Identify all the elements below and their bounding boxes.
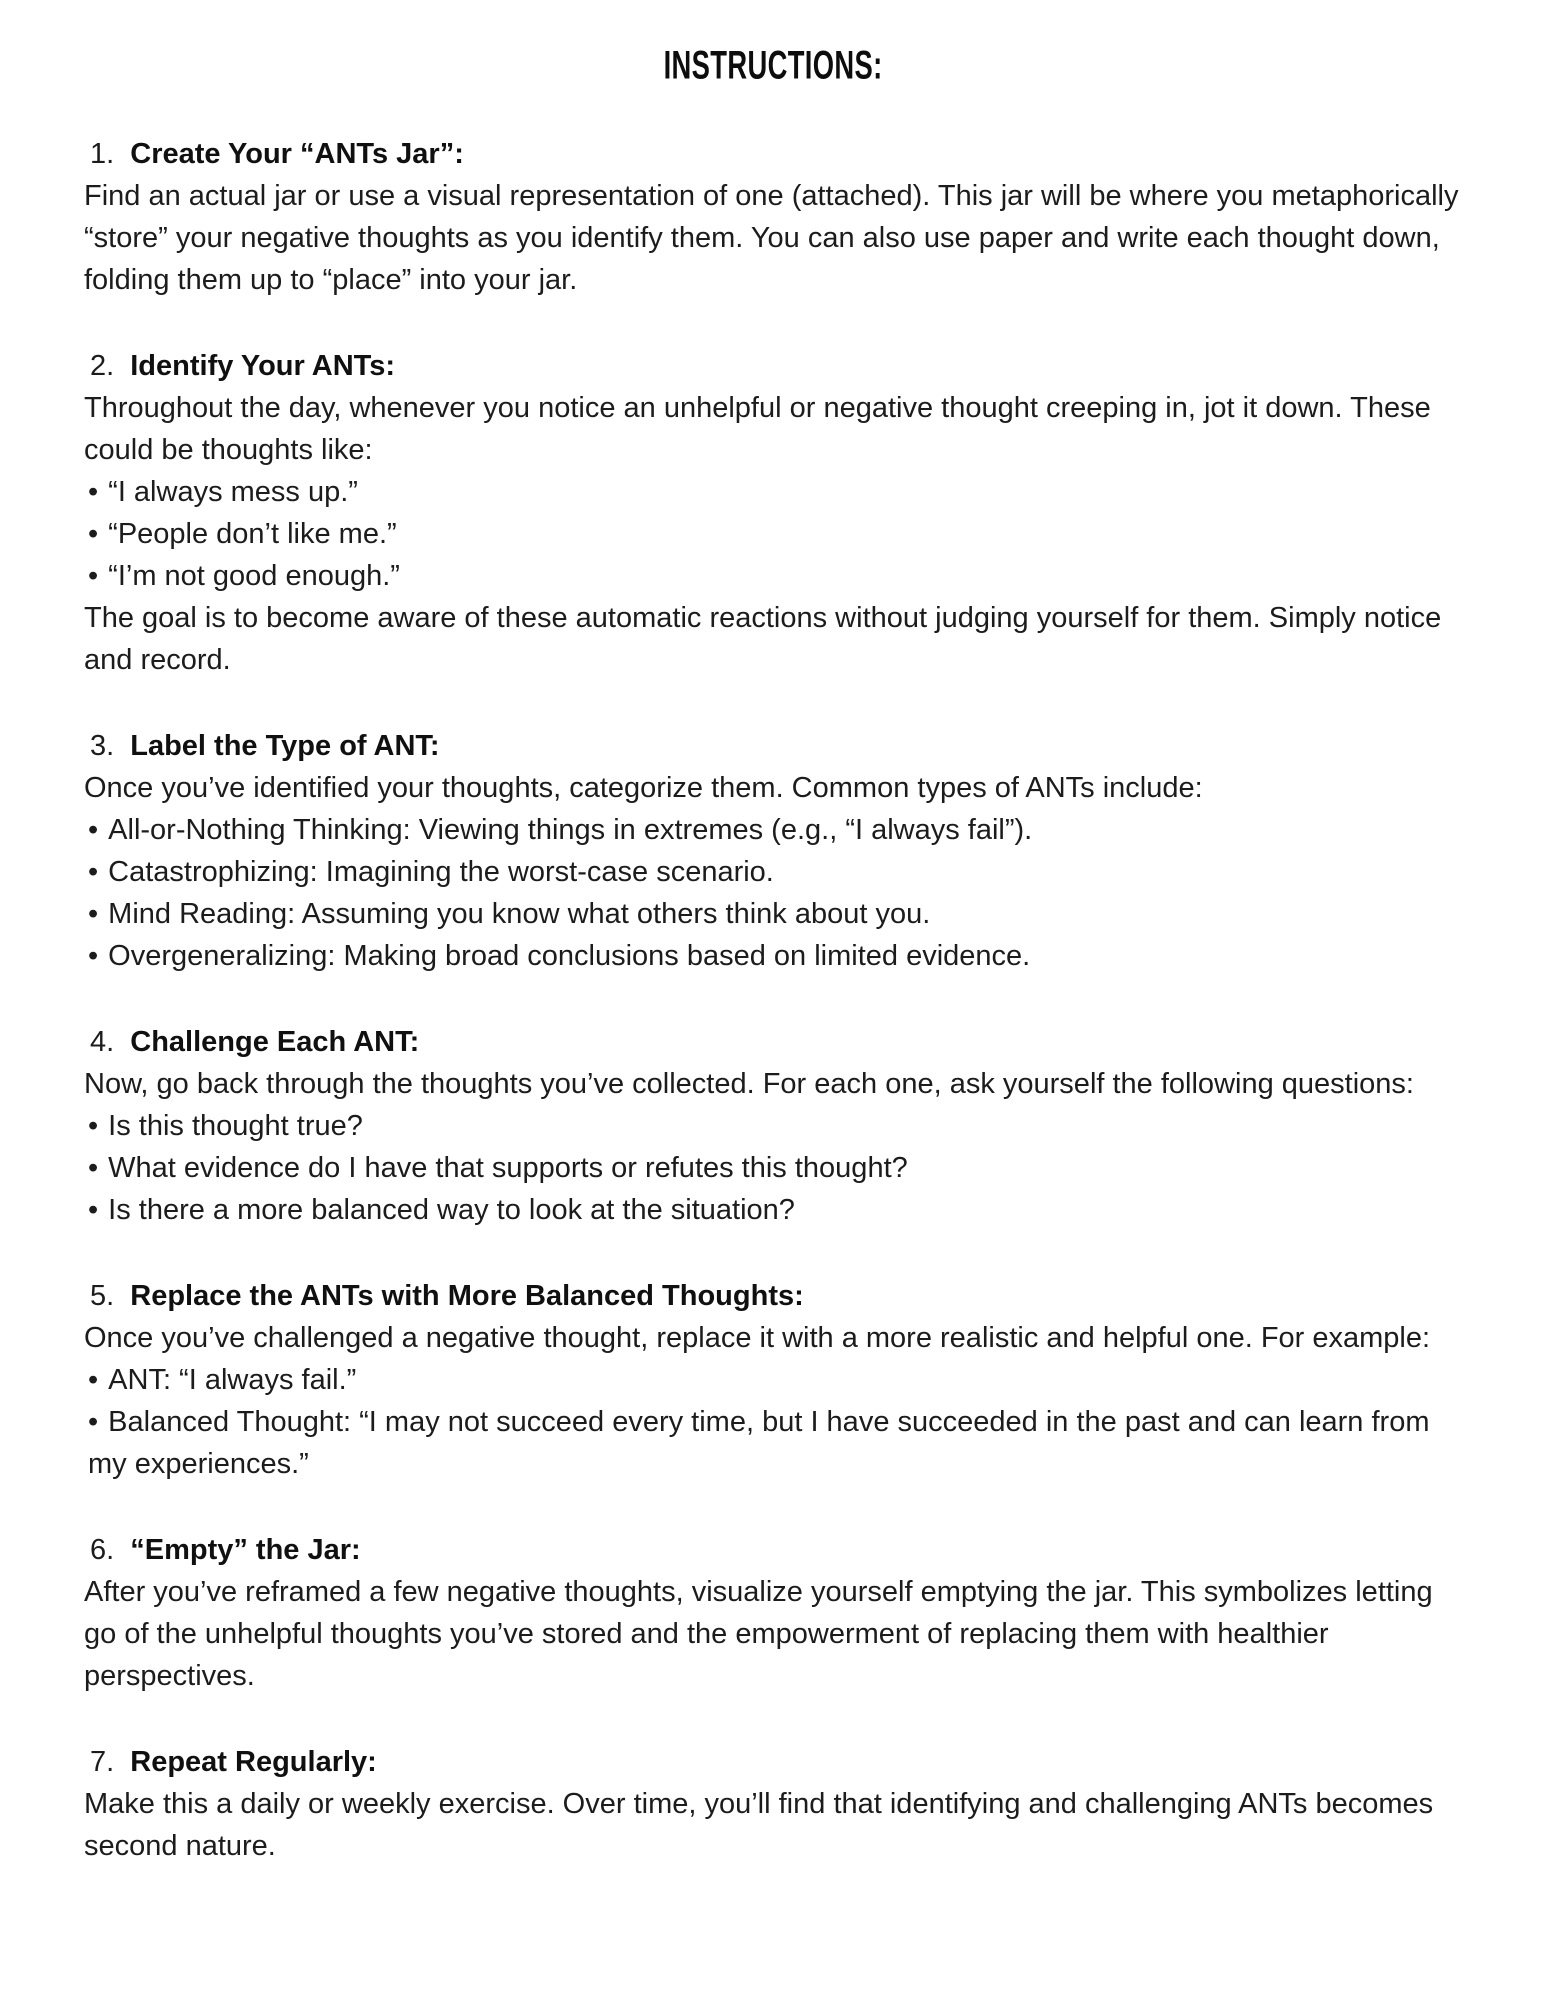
section-heading (84, 133, 1462, 175)
bullet-list (84, 1359, 1462, 1485)
list-item (88, 1147, 1462, 1189)
instruction-section (84, 725, 1462, 977)
section-heading-text: Replace the ANTs with More Balanced Thoughts: (130, 1280, 804, 1312)
section-heading (84, 1275, 1462, 1317)
document-title (84, 45, 1462, 87)
bullet-list (84, 809, 1462, 977)
bullet-icon: • (88, 560, 99, 592)
bullet-icon: • (88, 1406, 99, 1438)
list-item (88, 1105, 1462, 1147)
list-item (88, 935, 1462, 977)
list-item-text: Balanced Thought: “I may not succeed every time, but I have succeeded in the past and can learn from my experiences.” (88, 1406, 1430, 1480)
instruction-section (84, 1529, 1462, 1697)
section-paragraph: Make this a daily or weekly exercise. Over time, you’ll find that identifying and challenging ANTs becomes second nature. (84, 1788, 1434, 1862)
section-heading (84, 725, 1462, 767)
section-heading (84, 1021, 1462, 1063)
section-paragraph: Once you’ve identified your thoughts, categorize them. Common types of ANTs include: (84, 772, 1203, 804)
instruction-section (84, 1741, 1462, 1867)
bullet-icon: • (88, 898, 99, 930)
bullet-icon: • (88, 1194, 99, 1226)
section-paragraph: After you’ve reframed a few negative thoughts, visualize yourself emptying the jar. This symbolizes letting go of the unhelpful thoughts you’ve stored and the empowerment of replacing them with healthier perspectives. (84, 1576, 1433, 1692)
bullet-icon: • (88, 1364, 99, 1396)
list-item-text: “I always mess up.” (108, 476, 358, 508)
list-item-text: Catastrophizing: Imagining the worst-case scenario. (108, 856, 774, 888)
list-item (88, 513, 1462, 555)
list-item (88, 1359, 1462, 1401)
section-heading-text: Create Your “ANTs Jar”: (130, 138, 464, 170)
section-paragraph: The goal is to become aware of these automatic reactions without judging yourself for them. Simply notice and record. (84, 602, 1442, 676)
section-heading-text: “Empty” the Jar: (130, 1534, 361, 1566)
section-number: 3. (90, 730, 123, 762)
section-heading-text: Repeat Regularly: (130, 1746, 377, 1778)
section-heading (84, 1741, 1462, 1783)
instruction-section (84, 1275, 1462, 1485)
section-number: 1. (90, 138, 123, 170)
list-item-text: All-or-Nothing Thinking: Viewing things in extremes (e.g., “I always fail”). (108, 814, 1033, 846)
section-heading (84, 1529, 1462, 1571)
list-item (88, 1189, 1462, 1231)
section-heading-text: Challenge Each ANT: (130, 1026, 420, 1058)
list-item (88, 809, 1462, 851)
bullet-list (84, 1105, 1462, 1231)
document-title-text: INSTRUCTIONS: (663, 43, 883, 89)
bullet-icon: • (88, 856, 99, 888)
section-number: 2. (90, 350, 123, 382)
section-number: 4. (90, 1026, 123, 1058)
list-item-text: “People don’t like me.” (108, 518, 397, 550)
section-number: 7. (90, 1746, 123, 1778)
list-item (88, 471, 1462, 513)
section-paragraph: Now, go back through the thoughts you’ve collected. For each one, ask yourself the following questions: (84, 1068, 1414, 1100)
bullet-icon: • (88, 518, 99, 550)
list-item-text: Is there a more balanced way to look at the situation? (108, 1194, 795, 1226)
list-item-text: ANT: “I always fail.” (108, 1364, 357, 1396)
sections-container (84, 133, 1462, 1867)
list-item-text: Is this thought true? (108, 1110, 363, 1142)
section-number: 5. (90, 1280, 123, 1312)
section-heading-text: Label the Type of ANT: (130, 730, 440, 762)
section-paragraph: Find an actual jar or use a visual representation of one (attached). This jar will be where you metaphorically “store” your negative thoughts as you identify them. You can also use paper and write each thought down, folding them up to “place” into your jar. (84, 180, 1459, 296)
bullet-list (84, 471, 1462, 597)
section-paragraph: Throughout the day, whenever you notice an unhelpful or negative thought creeping in, jot it down. These could be thoughts like: (84, 392, 1431, 466)
section-number: 6. (90, 1534, 123, 1566)
bullet-icon: • (88, 940, 99, 972)
list-item-text: Overgeneralizing: Making broad conclusions based on limited evidence. (108, 940, 1031, 972)
instruction-section (84, 345, 1462, 681)
list-item (88, 851, 1462, 893)
list-item (88, 555, 1462, 597)
list-item (88, 893, 1462, 935)
list-item (88, 1401, 1462, 1485)
list-item-text: What evidence do I have that supports or refutes this thought? (108, 1152, 908, 1184)
list-item-text: Mind Reading: Assuming you know what others think about you. (108, 898, 931, 930)
bullet-icon: • (88, 1152, 99, 1184)
section-paragraph: Once you’ve challenged a negative thought, replace it with a more realistic and helpful one. For example: (84, 1322, 1431, 1354)
bullet-icon: • (88, 814, 99, 846)
bullet-icon: • (88, 476, 99, 508)
bullet-icon: • (88, 1110, 99, 1142)
list-item-text: “I’m not good enough.” (108, 560, 400, 592)
instruction-section (84, 133, 1462, 301)
instruction-section (84, 1021, 1462, 1231)
section-heading (84, 345, 1462, 387)
section-heading-text: Identify Your ANTs: (130, 350, 396, 382)
